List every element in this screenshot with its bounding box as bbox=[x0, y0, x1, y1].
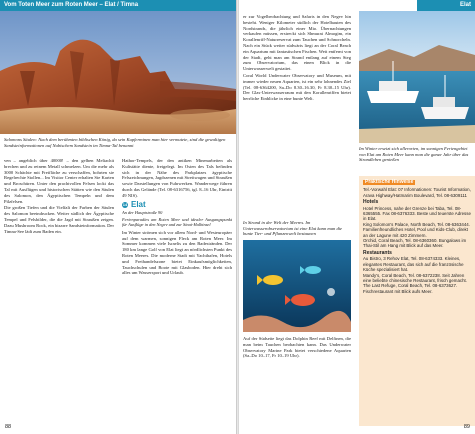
practical-info-box bbox=[359, 176, 475, 426]
section-location: An der Hauptstraße 90 bbox=[122, 209, 163, 215]
left-page bbox=[0, 0, 236, 434]
hotel-entry-2: King Solomon's Palace, North Beach, Tel. 08-6363444. Familienfreundliches Hotel, Pool und Kids-Club, direkt an der Lagune mit 420 Zimmern. bbox=[363, 221, 470, 238]
timna-rock-illustration bbox=[0, 11, 236, 134]
left-column-1 bbox=[4, 158, 114, 426]
hotels-label: Hotels bbox=[363, 199, 379, 206]
restaurant-entry-2: Mandy's, Coral Beach, Tel. 08-6372238. Seit Jahren eine beliebte chinesische Restaurant, frisch gemacht. bbox=[363, 272, 467, 283]
restaurant-entry-3: The Last Refuge, Coral Beach, Tel. 08-6373627. Fischrestaurant mit Blick aufs Meer. bbox=[363, 283, 458, 294]
right-col1-paragraph-2: Coral World Underwater Observatory und Museum, mit immer wieder neuen Aquarien, ist ein sehr lohnendes Ziel (Tel. 08-6364200, Sa–Do 8.30–16.30, Fr 8.30–15 Uhr). Der Glas-Unterwasserraum mit den Korallenriffen bietet herrliche Einblicke in eine bunte Welt. bbox=[243, 72, 351, 102]
right-col1-paragraph: er zur Vogelbeobachtung und Safaris in den Negev hin besteht. Weniger Kilometer südlich der Hotelbauten des Nordstrands, die jährlich einer Mio. Übernachtungen verkaufen müssen, erstreckt sich Shmurat Almogim, ein Korallenriff-Naturreservat zum Tauchen und Schnorcheln. Nach ein Stück weiter südwärts liegt an der Coral Beach ein Aquarium mit fantastischen Fischen. Weit entfernt von der Stadt, geht man am Strand entlang auf einem Steg zum Observatorium, das einen Blick in die Unterwasserwelt gestattet. bbox=[243, 14, 351, 72]
left-col2-paragraph: Hathor-Tempels, der den antiken Minenarbeiten als Kultstätte diente, freigelegt. Im Osten des Tals befinden sich in der Nähe des Parkplatzes ägyptische Felszeichnungen, Jagdszenen mit Streitwagen und Straußen sowie Darstellungen von Fuhrwerken. Wanderwege führen durch das Gelände (Tel. 08-6316756, tgl. 8–16 Uhr, Eintritt 49 NIS). bbox=[122, 158, 232, 198]
left-col1-paragraph-2: Die großen Tiefen und die Vielfalt der Farben der Säulen des Salomon beeindrucken. Weiter südlich der Ägyptische Tempel und Felsbilder, die die Jagd mit Straußen zeigen. Dazu Mushroom Rock, ein bizarre Sandsteinformation. Der Timna-See lädt zum Baden ein. bbox=[4, 205, 114, 234]
timna-rock-photo bbox=[0, 11, 236, 134]
left-running-header: Vom Toten Meer zum Roten Meer – Elat / Timna bbox=[0, 0, 236, 11]
underwater-illustration bbox=[243, 240, 351, 332]
section-title-text: Elat bbox=[131, 199, 146, 209]
hotel-entry-3: Orchid, Coral Beach, Tel. 08-6360360. Bungalows im Thai-Stil am Hang mit Blick auf das Meer. bbox=[363, 238, 467, 249]
section-number-badge: 14 bbox=[122, 201, 128, 207]
left-photo-caption: Salomons Säulen: Nach dem berühmten biblischen König, da sein Kupferminen man hier vermutete, sind die gewaltigen Sandsteinformationen auf Nubischem Sandstein im Timna-Tal benannt bbox=[4, 137, 226, 148]
hotel-entry-1: Hotel Princess, nahe der Grenze bei Taba, Tel. 08-6365555. Fax 08-6376333. Beste und teuerste Adresse in Elat. bbox=[363, 205, 471, 222]
practical-info-text: Tel.-Vorwahl Elat: 07 Informationen: Tourist Information, Arava Highway/Hatmarim Boulevard, Tel. 08-6309111 bbox=[363, 187, 471, 198]
section-teaser: Ferienparadies am Roten Meer und idealer Ausgangspunkt für Ausflüge in den Negev und zur Sinai-Halbinsel bbox=[122, 216, 232, 228]
elat-harbor-photo bbox=[359, 11, 475, 143]
elat-section-title bbox=[122, 199, 232, 209]
restaurant-entry-1: Au Bistro, 3 Rehov Elat, Tel. 08-6374333. Kleines, elegantes Restaurant, das sich auf die französische Küche spezialisiert hat. bbox=[363, 256, 464, 273]
left-col2-paragraph-2: Im Winter strömen sich vor allem Nord- und Westeuropäer auf dem warmen, sonnigen Fleck am Roten Meer. Im Sommer kommen viele Israelis zu den Badestränden. Der 180 km lange Golf von Elat liegt an nördlichsten Punkt des Roten Meeres. Die moderne Stadt mit Yachthafen, Hotels und Freihandelszone bietet Einkaufsmöglichkeiten, Tauchschulen und Boote mit Glasboden. Hier dreht sich alles um Wassersport und Urlaub. bbox=[122, 229, 232, 276]
right-page bbox=[239, 0, 475, 434]
right-photo-caption: Im Winter ersetzt sich allerorten, im sonnigen Feriengebiet von Elat am Roten Meer kann man die ganze Jahr über das Strandleben genießen bbox=[359, 146, 469, 163]
left-column-2 bbox=[122, 158, 232, 426]
left-page-number: 88 bbox=[5, 424, 12, 430]
right-column-1-lower bbox=[243, 336, 351, 426]
harbor-illustration bbox=[359, 11, 475, 143]
right-column-1 bbox=[243, 14, 351, 216]
practical-info-title: Praktische Hinweise bbox=[365, 179, 414, 185]
right-mid-caption: In Strand in der Welt der Meeres. Im Unterwasserobservatorium ist eine Elat kann man die bunte Tier- und Pflanzenwelt bestaunen bbox=[243, 220, 343, 237]
left-col1-paragraph: ven – angeblich über 40000! – den gelben Meliachit brechen und zu reinem Metall schmelzen. Um die mehr als 3000 Schächte mit Freifläche zu verschaffen, bohrten sie Regelrechte Stollen... Im Visitor Center erhalten Sie Karten und Broschüren. Unter den prachtvollen Felsen lockt das Tal mit Ausflügen und historischen Stätten wie den Säulen des Salomon, den Ägyptischen Tempeln und dem Pilzfelsen. bbox=[4, 158, 114, 204]
right-running-header: Elat bbox=[417, 0, 475, 11]
right-page-number: 89 bbox=[463, 424, 470, 430]
restaurants-label: Restaurants bbox=[363, 249, 392, 256]
underwater-photo bbox=[243, 240, 351, 332]
right-col1-paragraph-3: Auf der Südseite liegt das Dolphin Reef mit Delfinen, die man beim Tauchen beobachten kann. Das Underwater Observatory Marine Park bietet verschiedene Aquarien (Sa–Do 10–17, Fr 10–19 Uhr). bbox=[243, 336, 351, 359]
